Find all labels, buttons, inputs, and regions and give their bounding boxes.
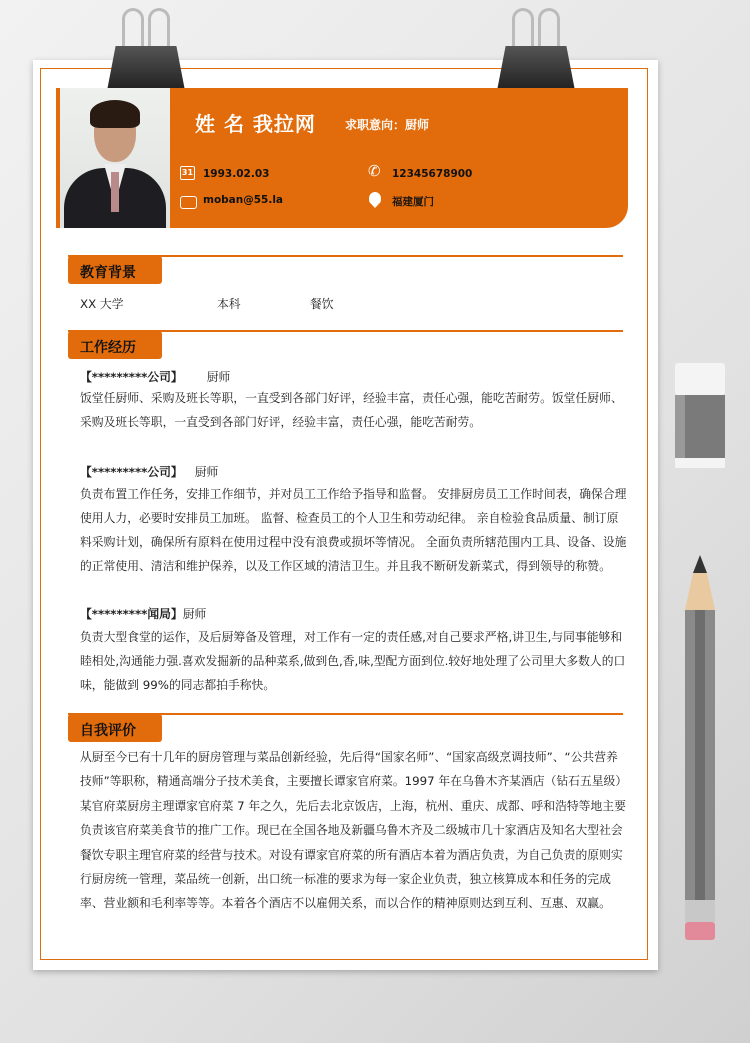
work-entry-header — [80, 368, 230, 385]
education-degree: 本科 — [217, 297, 241, 311]
pencil-decoration — [685, 555, 715, 945]
birthday: 1993.02.03 — [203, 168, 270, 180]
phone: 12345678900 — [392, 168, 473, 180]
work-entry-header — [80, 605, 206, 622]
section-title-self-evaluation: 自我评价 — [68, 714, 162, 742]
job-role: 厨师 — [182, 607, 207, 621]
section-title-education: 教育背景 — [68, 256, 162, 284]
binder-clip-left — [106, 8, 186, 92]
job-role: 厨师 — [194, 465, 219, 479]
binder-clip-right — [496, 8, 576, 92]
company-name: 【*********公司】 — [80, 370, 183, 384]
work-description: 饭堂任厨师、采购及班长等职，一直受到各部门好评，经验丰富，责任心强，能吃苦耐劳。饭堂任厨师、采购及班长等职，一直受到各部门好评，经验丰富，责任心强，能吃苦耐劳。 — [80, 391, 623, 429]
education-school: XX 大学 — [80, 297, 124, 311]
work-description: 负责布置工作任务，安排工作细节，并对员工工作给予指导和监督。 安排厨房员工工作时间表，确保合理使用人力，必要时安排员工加班。 监督、检查员工的个人卫生和劳动纪律。 亲自检验食品质量、制订原料采购计划，确保所有原料在使用过程中没有浪费或损坏等情况。 全面负责所辖范围内工具、设备、设施的正常使用、清洁和维护保养，以及工作区域的清洁卫生。并且我不断研发新菜式，得到领导的称赞。 — [80, 487, 627, 573]
work-entry-header — [80, 463, 218, 480]
phone-icon: ✆ — [368, 162, 381, 180]
self-evaluation-text: 从厨至今已有十几年的厨房管理与菜品创新经验，先后得“国家名师”、“国家高级烹调技师”、“公共营养技师”等职称，精通高端分子技术美食，主要擅长谭家官府菜。1997 年在乌鲁木齐某酒店（钻石五星级）某官府菜厨房主理谭家官府菜 7 年之久，先后去北京饭店，上海，杭州、重庆、成都、呼和浩特等地主要负责该官府菜美食节的推广工作。现已在全国各地及新疆乌鲁木齐及二级城市几十家酒店及知名大型社会餐饮专职主理官府菜的经营与技术。对设有谭家官府菜的所有酒店本着为酒店负责，为自己负责的原则实行厨房统一管理，菜品统一创新，出口统一标准的要求为每一家企业负责，独立核算成本和任务的完成率、营业额和毛利率等等。本着各个酒店不以雇佣关系，而以合作的精神原则达到互利、互惠、双赢。 — [80, 750, 628, 911]
eraser-decoration — [675, 363, 725, 468]
company-name: 【*********闻局】 — [80, 607, 183, 621]
work-description: 负责大型食堂的运作，及后厨筹备及管理，对工作有一定的责任感,对自己要求严格,讲卫生,与同事能够和睦相处,沟通能力强.喜欢发掘新的品种菜系,做到色,香,味,型配方面到位.较好地处理了公司里大多数人的口味，能做到 99%的同志都拍手称快。 — [80, 630, 626, 692]
location: 福建厦门 — [392, 196, 434, 208]
education-major: 餐饮 — [310, 297, 334, 311]
job-role: 厨师 — [206, 370, 231, 384]
section-title-work: 工作经历 — [68, 331, 162, 359]
email: moban@55.la — [203, 194, 284, 206]
job-intent: 求职意向：厨师 — [345, 118, 430, 132]
candidate-name: 姓 名 我拉网 — [195, 112, 316, 136]
email-icon — [180, 196, 197, 209]
company-name: 【*********公司】 — [80, 465, 183, 479]
calendar-icon: 31 — [180, 166, 195, 180]
profile-photo — [60, 88, 170, 228]
